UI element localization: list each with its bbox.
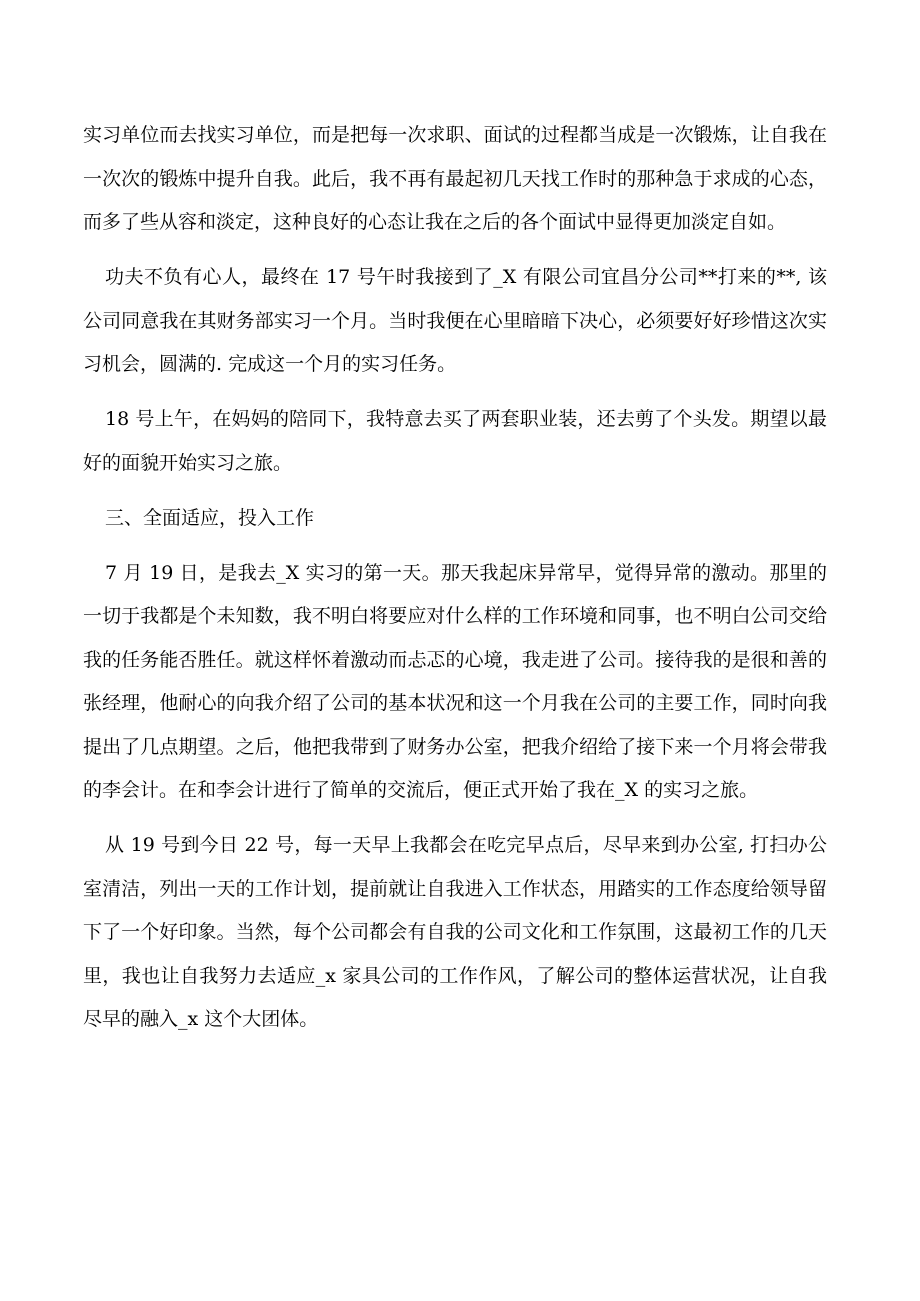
paragraph-3: 18 号上午，在妈妈的陪同下，我特意去买了两套职业装，还去剪了个头发。期望以最好的面貌开始实习之旅。 [83,408,827,474]
section-heading: 三、全面适应，投入工作 [105,506,315,529]
paragraph-5: 7 月 19 日，是我去_X 实习的第一天。那天我起床异常早，觉得异常的激动。那里的一切于我都是个未知数，我不明白将要应对什么样的工作环境和同事，也不明白公司交给我的任务能否胜任。就这样怀着激动而忐忑的心境，我走进了公司。接待我的是很和善的张经理，他耐心的向我介绍了公司的基本状况和这一个月我在公司的主要工作，同时向我提出了几点期望。之后，他把我带到了财务办公室，把我介绍给了接下来一个月将会带我的李会计。在和李会计进行了简单的交流后，便正式开始了我在_X 的实习之旅。 [83,561,827,801]
paragraph-2: 功夫不负有心人，最终在 17 号午时我接到了_X 有限公司宜昌分公司**打来的**, 该公司同意我在其财务部实习一个月。当时我便在心里暗暗下决心，必须要好好珍惜这次实习机会，圆满的. 完成这一个月的实习任务。 [83,266,827,375]
paragraph-6: 从 19 号到今日 22 号，每一天早上我都会在吃完早点后，尽早来到办公室, 打扫办公室清洁，列出一天的工作计划，提前就让自我进入工作状态，用踏实的工作态度给领导留下了一个好印象。当然，每个公司都会有自我的公司文化和工作氛围，这最初工作的几天里，我也让自我努力去适应_x 家具公司的工作作风，了解公司的整体运营状况，让自我尽早的融入_x 这个大团体。 [83,834,827,1030]
paragraph-1: 实习单位而去找实习单位，而是把每一次求职、面试的过程都当成是一次锻炼，让自我在一次次的锻炼中提升自我。此后，我不再有最起初几天找工作时的那种急于求成的心态，而多了些从容和淡定，这种良好的心态让我在之后的各个面试中显得更加淡定自如。 [83,124,827,233]
document-body [83,114,827,1053]
